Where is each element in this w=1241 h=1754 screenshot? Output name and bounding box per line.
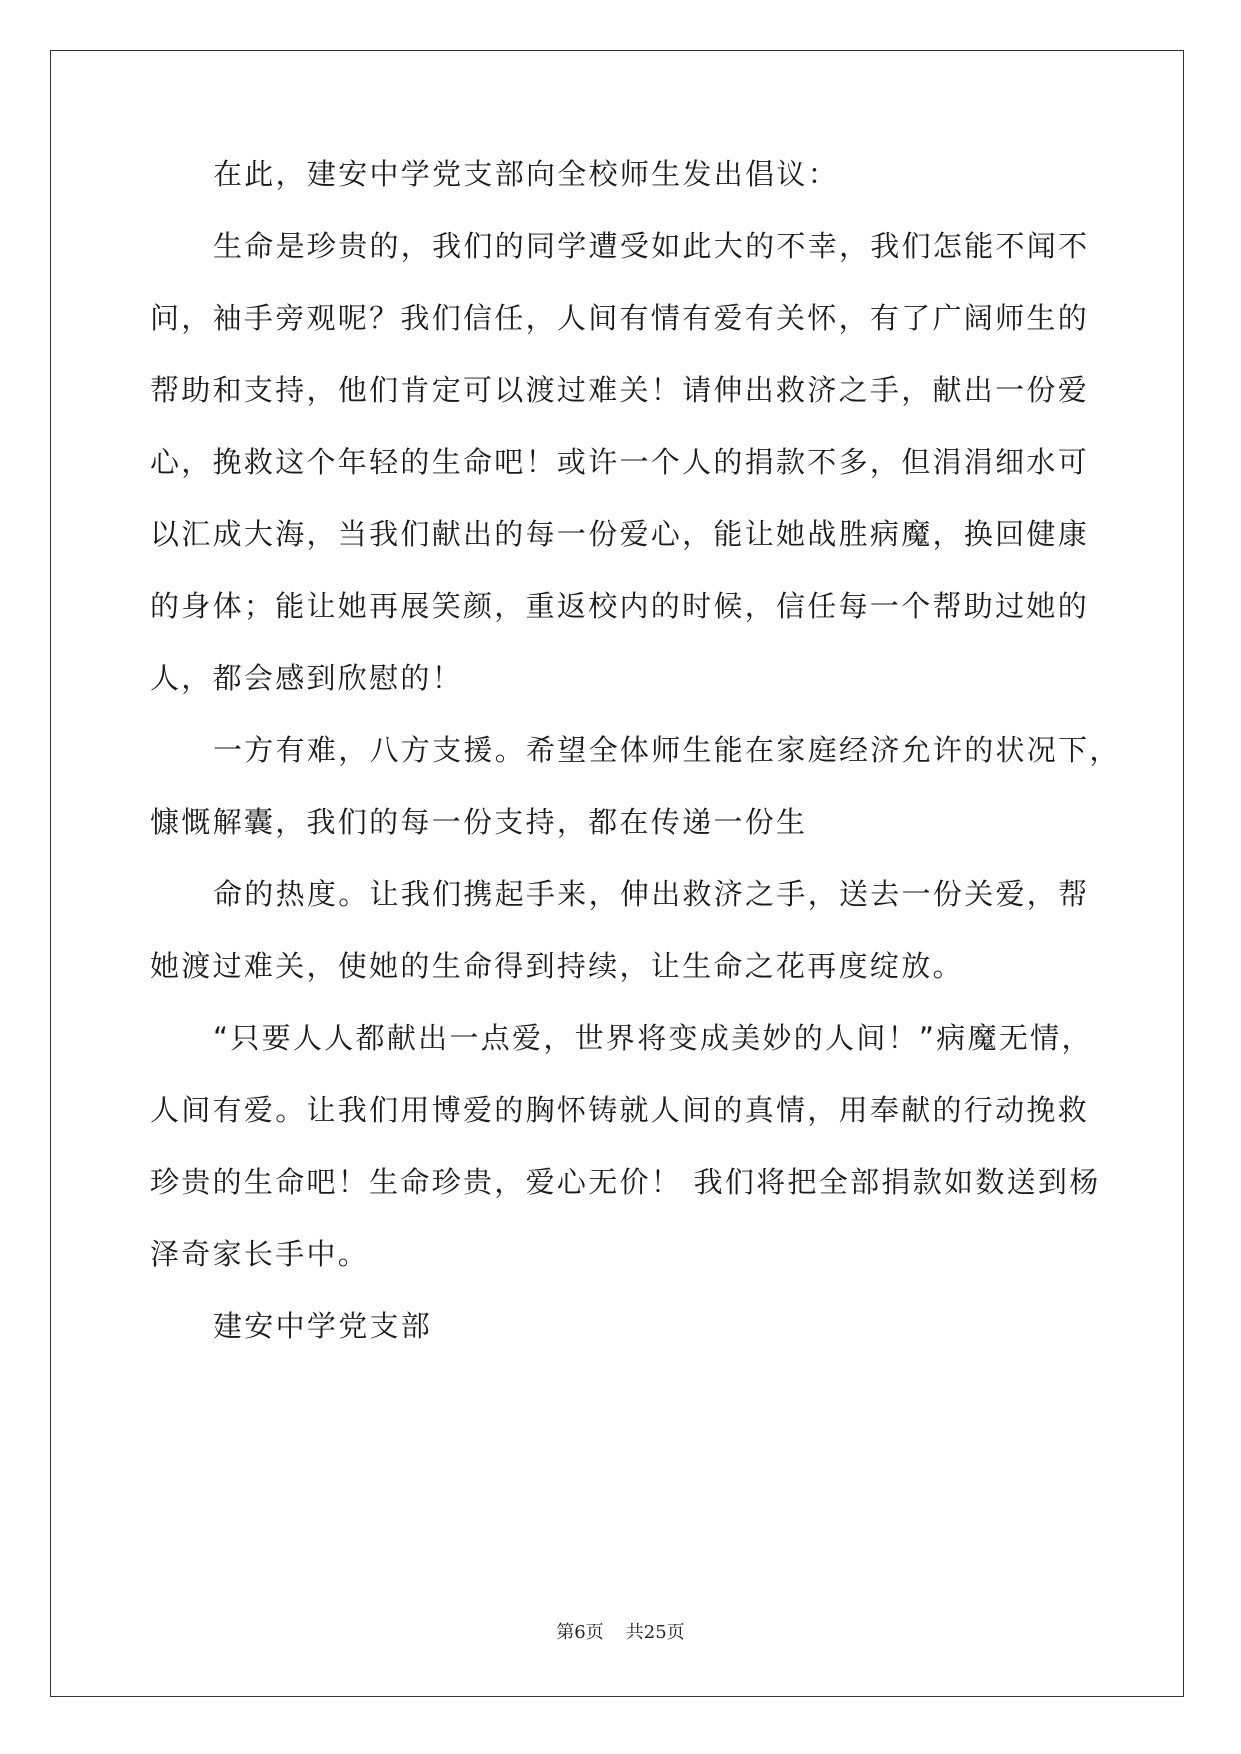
paragraph-line: 心，挽救这个年轻的生命吧！或许一个人的捐款不多，但涓涓细水可 [150,445,1090,479]
paragraph-line: 泽奇家长手中。 [150,1237,370,1271]
paragraph-line: 人，都会感到欣慰的！ [150,661,464,695]
paragraph-line: 她渡过难关，使她的生命得到持续，让生命之花再度绽放。 [150,949,964,983]
paragraph-line: 的身体；能让她再展笑颜，重返校内的时候，信任每一个帮助过她的 [150,589,1090,623]
paragraph-line: 帮助和支持，他们肯定可以渡过难关！请伸出救济之手，献出一份爱 [150,373,1090,407]
paragraph-line: 问，袖手旁观呢？我们信任，人间有情有爱有关怀，有了广阔师生的 [150,301,1090,335]
paragraph-line: 人间有爱。让我们用博爱的胸怀铸就人间的真情，用奉献的行动挽救 [150,1093,1090,1127]
paragraph-line: 一方有难，八方支援。希望全体师生能在家庭经济允许的状况下， [213,733,1121,767]
signature-line: 建安中学党支部 [213,1309,433,1343]
paragraph-line: 珍贵的生命吧！生命珍贵，爱心无价！ 我们将把全部捐款如数送到杨 [150,1165,1101,1199]
paragraph-line: 命的热度。让我们携起手来，伸出救济之手，送去一份关爱，帮 [213,877,1090,911]
page-number: 第6页 [556,1622,604,1643]
page-footer [0,1621,1241,1645]
paragraph-line: “只要人人都献出一点爱，世界将变成美妙的人间！”病魔无情， [213,1021,1093,1055]
page-total: 共25页 [625,1622,685,1643]
paragraph-line: 慷慨解囊，我们的每一份支持，都在传递一份生 [150,805,808,839]
paragraph-line: 生命是珍贵的，我们的同学遭受如此大的不幸，我们怎能不闻不 [213,229,1090,263]
paragraph-line: 以汇成大海，当我们献出的每一份爱心，能让她战胜病魔，换回健康 [150,517,1090,551]
paragraph-line: 在此，建安中学党支部向全校师生发出倡议： [213,157,840,191]
